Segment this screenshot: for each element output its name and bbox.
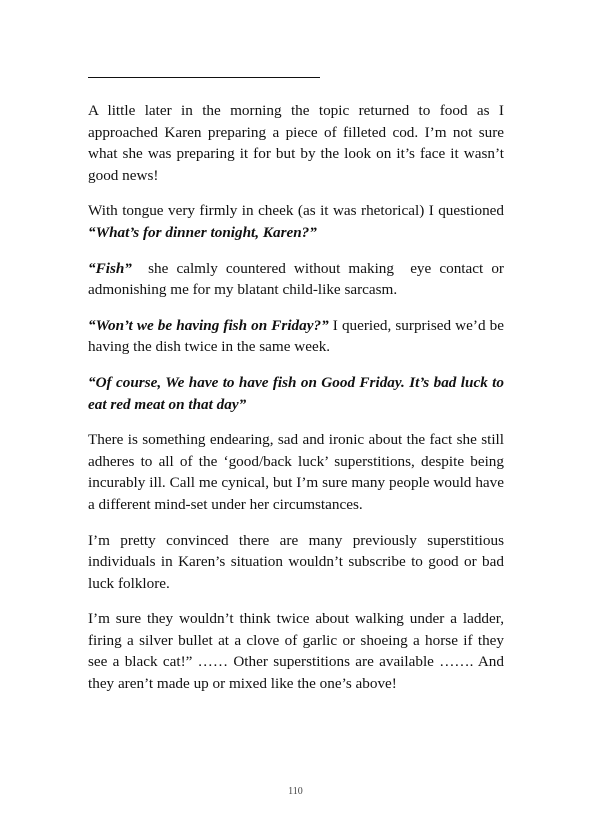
paragraph-3-text: she calmly countered without making eye contact or admonishing me for my blatant child-like sarcasm. [88,259,508,299]
paragraph-7 [88,530,504,595]
page-number: 110 [288,786,303,797]
paragraph-1-text: A little later in the morning the topic returned to food as I approached Karen preparing a piece of filleted cod. I’m not sure what she was preparing it for but by the look on it’s face it wasn’t good news! [88,102,504,184]
paragraph-4-quote: “Won’t we be having fish on Friday?” [88,316,329,334]
paragraph-2 [88,200,504,243]
paragraph-8-text: I’m sure they wouldn’t think twice about walking under a ladder, firing a silver bullet at a clove of garlic or shoeing a horse if they see a black cat!” …… Other superstitions are available ……. And they aren’t made up or mixed like the one’s above! [88,610,504,693]
page-body [88,100,508,709]
paragraph-5-quote: “Of course, We have to have fish on Good Friday. It’s bad luck to eat red meat on that day” [88,373,504,413]
paragraph-6-text: There is something endearing, sad and ironic about the fact she still adheres to all of the ‘good/back luck’ superstitions, despite being incurably ill. Call me cynical, but I’m sure many people would have a different mind-set under her circumstances. [88,431,504,513]
paragraph-2-text: With tongue very firmly in cheek (as it was rhetorical) I questioned [88,202,504,220]
paragraph-7-text: I’m pretty convinced there are many previously superstitious individuals in Karen’s situation wouldn’t subscribe to good or bad luck folklore. [88,531,504,592]
paragraph-6 [88,429,504,515]
paragraph-2-quote: “What’s for dinner tonight, Karen?” [88,223,317,241]
paragraph-5 [88,372,504,415]
paragraph-8 [88,608,504,694]
top-rule [88,77,320,78]
paragraph-1 [88,100,504,186]
paragraph-3-quote: “Fish” [88,259,132,277]
paragraph-4-text: I queried, surprised we’d be having the dish twice in the same week. [88,316,504,356]
paragraph-3 [88,258,508,301]
paragraph-4 [88,315,504,358]
